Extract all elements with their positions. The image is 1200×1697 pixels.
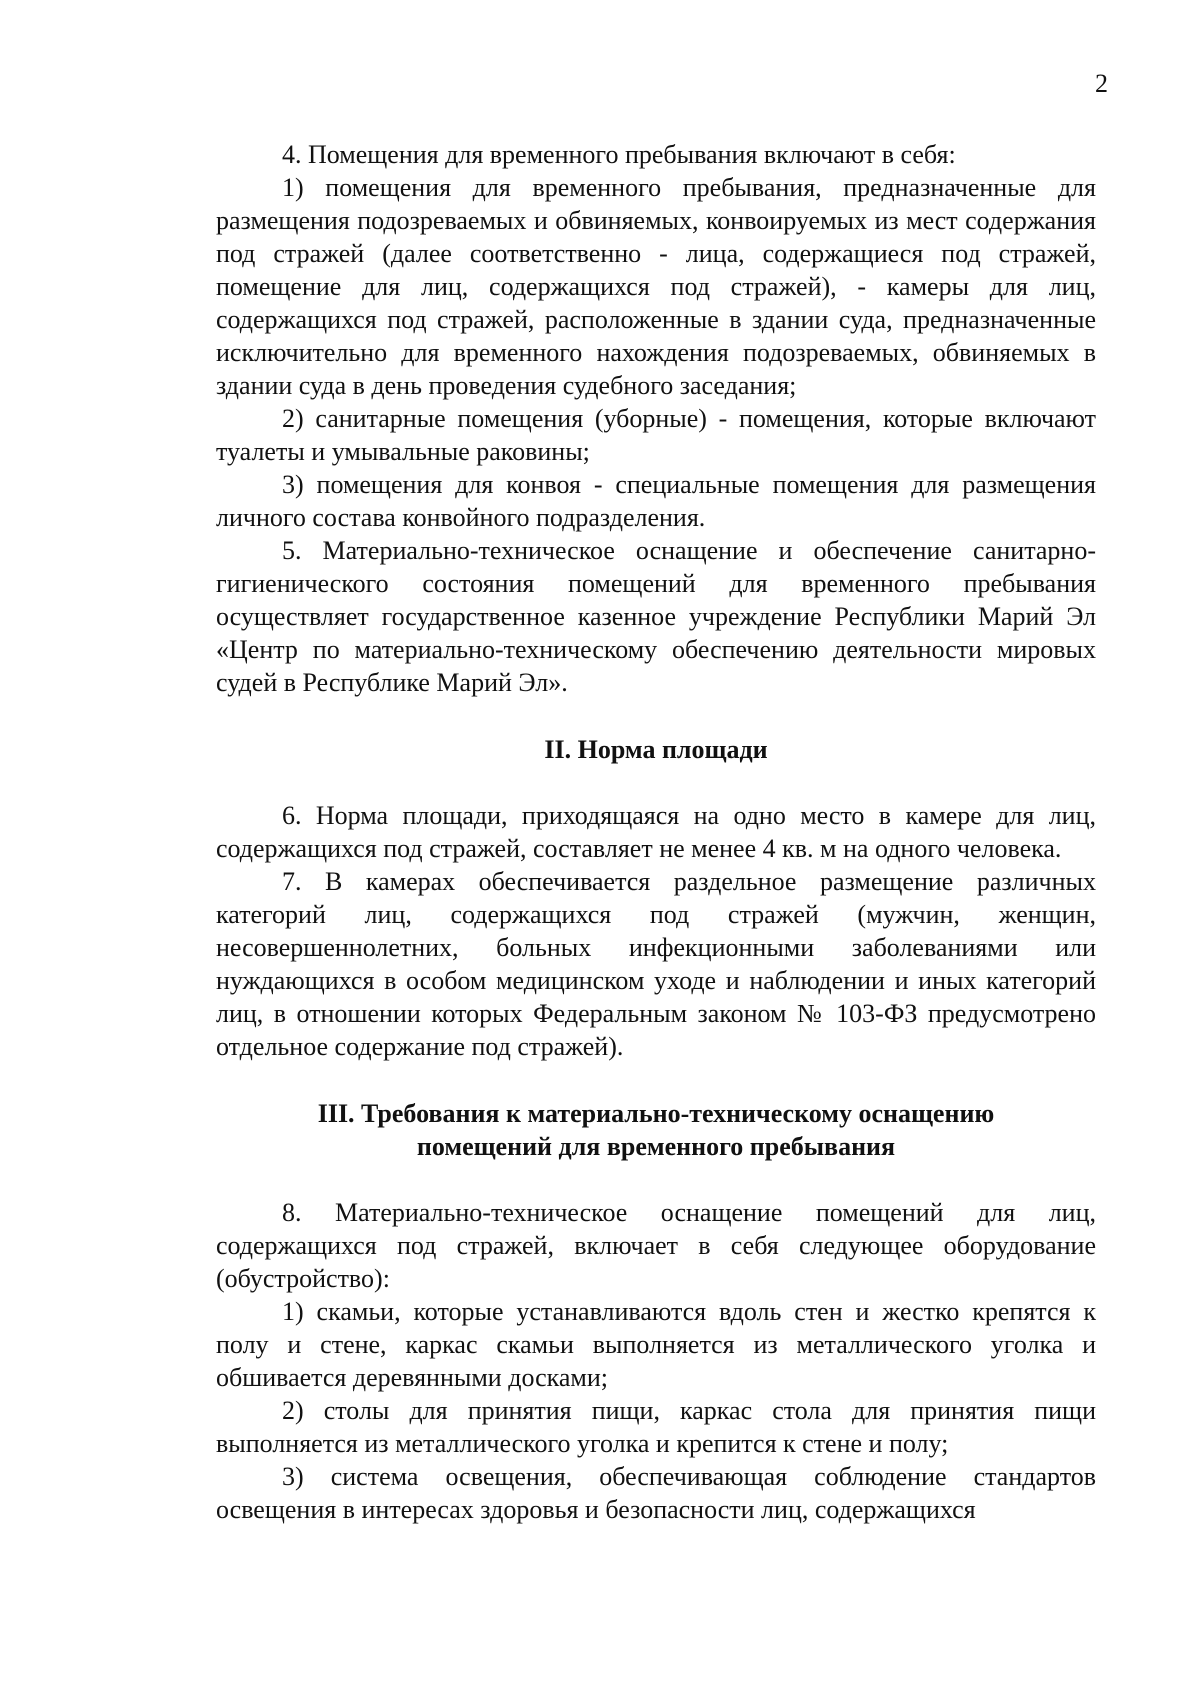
section-3-heading xyxy=(216,1097,1096,1163)
paragraph-4-item-2: 2) санитарные помещения (уборные) - помещения, которые включают туалеты и умывальные раковины; xyxy=(216,404,1096,466)
paragraph-4-item-3: 3) помещения для конвоя - специальные помещения для размещения личного состава конвойного подразделения. xyxy=(216,470,1096,532)
page-number: 2 xyxy=(1095,69,1108,98)
paragraph-4-item-1: 1) помещения для временного пребывания, предназначенные для размещения подозреваемых и обвиняемых, конвоируемых из мест содержания под стражей (далее соответственно - лица, содержащиеся под стражей, помещение для лиц, содержащихся под стражей), - камеры для лиц, содержащихся под стражей, расположенные в здании суда, предназначенные исключительно для временного нахождения подозреваемых, обвиняемых в здании суда в день проведения судебного заседания; xyxy=(216,173,1096,400)
paragraph-8-item-2: 2) столы для принятия пищи, каркас стола для принятия пищи выполняется из металлического уголка и крепится к стене и полу; xyxy=(216,1396,1096,1458)
paragraph-5: 5. Материально-техническое оснащение и обеспечение санитарно-гигиенического состояния помещений для временного пребывания осуществляет государственное казенное учреждение Республики Марий Эл «Центр по материально-техническому обеспечению деятельности мировых судей в Республике Марий Эл». xyxy=(216,536,1096,697)
section-3-heading-line-1: III. Требования к материально-техническому оснащению xyxy=(317,1099,995,1128)
document-body xyxy=(216,138,1096,1526)
paragraph-8-item-3: 3) система освещения, обеспечивающая соблюдение стандартов освещения в интересах здоровья и безопасности лиц, содержащихся xyxy=(216,1462,1096,1524)
paragraph-8: 8. Материально-техническое оснащение помещений для лиц, содержащихся под стражей, включает в себя следующее оборудование (обустройство): xyxy=(216,1198,1096,1293)
paragraph-4: 4. Помещения для временного пребывания включают в себя: xyxy=(282,140,956,169)
paragraph-8-item-1: 1) скамьи, которые устанавливаются вдоль стен и жестко крепятся к полу и стене, каркас скамьи выполняется из металлического уголка и обшивается деревянными досками; xyxy=(216,1297,1096,1392)
paragraph-6: 6. Норма площади, приходящаяся на одно место в камере для лиц, содержащихся под стражей, составляет не менее 4 кв. м на одного человека. xyxy=(216,801,1096,863)
section-2-heading: II. Норма площади xyxy=(544,735,768,764)
section-3-heading-line-2: помещений для временного пребывания xyxy=(416,1132,896,1161)
paragraph-7: 7. В камерах обеспечивается раздельное размещение различных категорий лиц, содержащихся под стражей (мужчин, женщин, несовершеннолетних, больных инфекционными заболеваниями или нуждающихся в особом медицинском уходе и наблюдении и иных категорий лиц, в отношении которых Федеральным законом № 103-ФЗ предусмотрено отдельное содержание под стражей). xyxy=(216,867,1096,1061)
